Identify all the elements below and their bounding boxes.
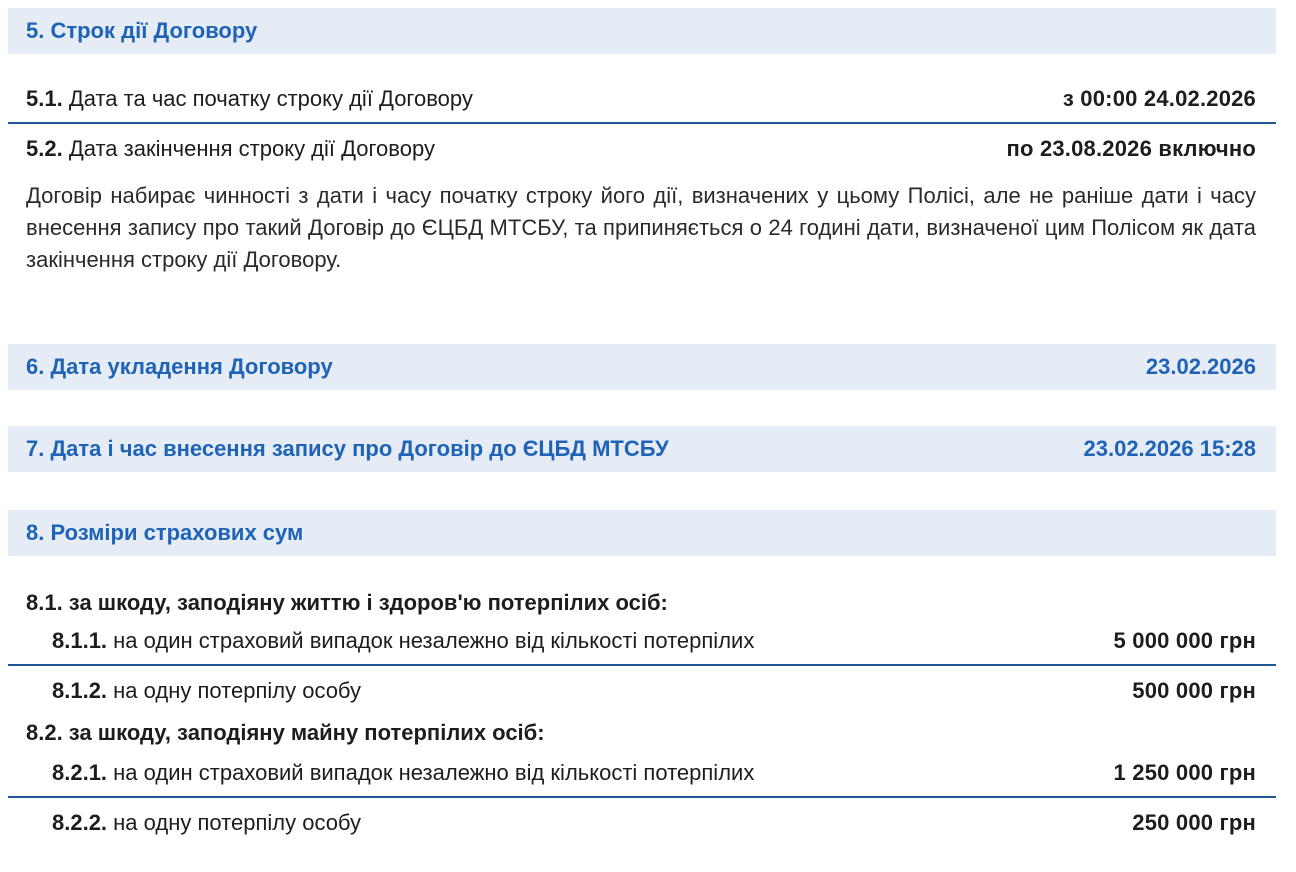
divider — [8, 664, 1276, 666]
row-8-1-1-num: 8.1.1. — [52, 628, 114, 653]
row-8-1-1 — [52, 628, 1256, 654]
section-7-value: 23.02.2026 15:28 — [1083, 436, 1256, 461]
row-5-2-num: 5.2. — [26, 136, 69, 161]
row-8-2-2-num: 8.2.2. — [52, 810, 114, 835]
row-5-1-label: Дата та час початку строку дії Договору — [68, 86, 473, 111]
section-5-header — [8, 8, 1276, 54]
row-5-2-value: по 23.08.2026 включно — [1006, 136, 1256, 161]
validity-paragraph: Договір набирає чинності з дати і часу початку строку його дії, визначених у цьому Полісі, але не раніше дати і часу внесення запису про такий Договір до ЄЦБД МТСБУ, та припиняється о 24 годині дати, визначеної цим Полісом як дата закінчення строку дії Договору. — [26, 183, 1256, 272]
row-8-1-1-value: 5 000 000 грн — [1113, 628, 1256, 653]
row-8-2-2-label-group — [52, 810, 361, 836]
section-7-header — [8, 426, 1276, 472]
row-5-1-label-group — [26, 86, 473, 112]
row-8-2-2-label: на одну потерпілу особу — [113, 810, 362, 835]
row-5-2-label: Дата закінчення строку дії Договору — [68, 136, 435, 161]
section-8-title: 8. Розміри страхових сум — [26, 520, 304, 545]
row-8-2-1-num: 8.2.1. — [52, 760, 114, 785]
section-8-header — [8, 510, 1276, 556]
group-8-2-title: 8.2. за шкоду, заподіяну майну потерпілих осіб: — [26, 720, 545, 745]
row-8-2-1 — [52, 760, 1256, 786]
row-8-1-2-label: на одну потерпілу особу — [113, 678, 362, 703]
row-8-1-2-label-group — [52, 678, 361, 704]
row-8-1-2 — [52, 678, 1256, 704]
row-8-2-2-value: 250 000 грн — [1132, 810, 1256, 835]
group-8-1-title: 8.1. за шкоду, заподіяну життю і здоров'ю потерпілих осіб: — [26, 590, 668, 615]
divider — [8, 796, 1276, 798]
row-8-1-2-num: 8.1.2. — [52, 678, 114, 703]
row-5-2-label-group — [26, 136, 435, 162]
row-5-2 — [26, 136, 1256, 162]
row-8-2-1-label-group — [52, 760, 754, 786]
divider — [8, 122, 1276, 124]
row-8-2-1-value: 1 250 000 грн — [1113, 760, 1256, 785]
row-8-1-1-label: на один страховий випадок незалежно від кількості потерпілих — [113, 628, 755, 653]
row-8-1-2-value: 500 000 грн — [1132, 678, 1256, 703]
section-5-title: 5. Строк дії Договору — [26, 18, 258, 43]
row-8-2-1-label: на один страховий випадок незалежно від кількості потерпілих — [113, 760, 755, 785]
section-6-title: 6. Дата укладення Договору — [26, 354, 333, 379]
section-7-title: 7. Дата і час внесення запису про Договір до ЄЦБД МТСБУ — [26, 436, 669, 461]
row-5-1-num: 5.1. — [26, 86, 69, 111]
row-5-1-value: з 00:00 24.02.2026 — [1062, 86, 1256, 111]
section-6-value: 23.02.2026 — [1145, 354, 1256, 379]
row-5-1 — [26, 86, 1256, 112]
row-8-2-2 — [52, 810, 1256, 836]
section-6-header — [8, 344, 1276, 390]
row-8-1-1-label-group — [52, 628, 754, 654]
